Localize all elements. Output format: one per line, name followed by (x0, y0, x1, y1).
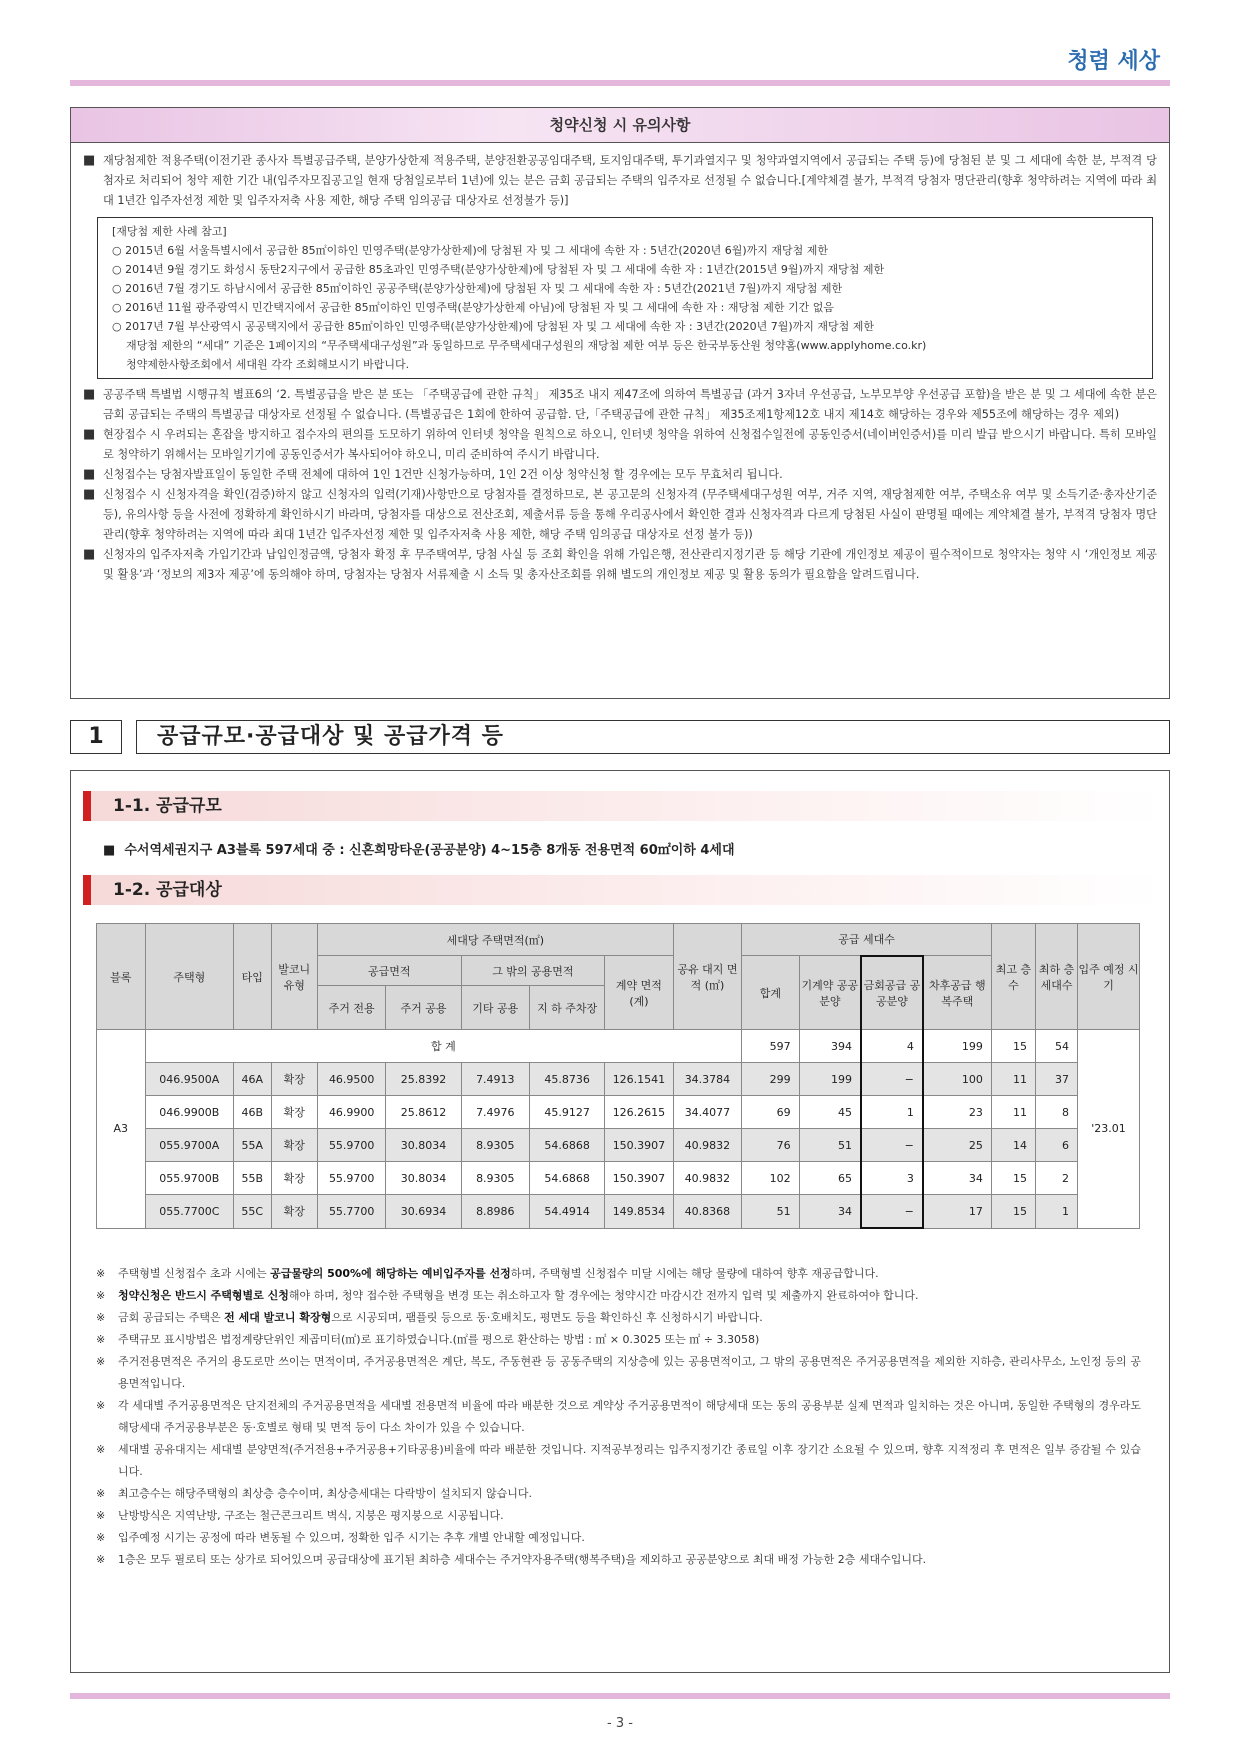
cell-lowest: 37 (1036, 1063, 1078, 1096)
cell-pre: 65 (799, 1162, 861, 1195)
cell-later: 34 (923, 1162, 992, 1195)
header-lowest-units: 최하 층 세대수 (1036, 924, 1078, 1030)
note-mark: ※ (96, 1289, 106, 1302)
note-item (96, 1439, 1141, 1483)
cell-total: 51 (742, 1195, 799, 1229)
note-text: 입주예정 시기는 공정에 따라 변동될 수 있으며, 정확한 입주 시기는 추후 개별 안내할 예정입니다. (118, 1531, 585, 1544)
cell-contract: 149.8534 (605, 1195, 674, 1229)
cell-common: 30.8034 (386, 1129, 461, 1162)
cell-land: 40.8368 (673, 1195, 742, 1229)
note-emphasis: 청약신청은 반드시 주택형별로 신청 (118, 1289, 289, 1302)
cell-lowest: 6 (1036, 1129, 1078, 1162)
cell-lowest: 2 (1036, 1162, 1078, 1195)
cell-lowest: 1 (1036, 1195, 1078, 1229)
section-heading (70, 720, 1170, 754)
sum-top: 15 (991, 1030, 1035, 1063)
top-divider (70, 80, 1170, 86)
note-text: 각 세대별 주거공용면적은 단지전체의 주거공용면적을 세대별 전용면적 비율에 따라 배분한 것으로 계약상 주거공용면적이 해당세대 또는 동의 공용부분 실제 면적과 일치하는 것은 아니며, 동일한 주택형의 경우라도 해당세대 주거공용부분은 동·호별로 형태 및 면적 등이 다소 차이가 있을 수 있습니다. (118, 1399, 1141, 1434)
cell-later: 17 (923, 1195, 992, 1229)
cell-contract: 126.2615 (605, 1096, 674, 1129)
note-mark: ※ (96, 1399, 106, 1412)
cell-top: 11 (991, 1096, 1035, 1129)
example-item: ○ 2014년 9월 경기도 화성시 동탄2지구에서 공급한 85초과인 민영주택(분양가상한제)에 당첨된 자 및 그 세대에 속한 자 : 1년간(2015년 9월)까지 재당첨 제한 (112, 263, 885, 276)
cell-later: 23 (923, 1096, 992, 1129)
cell-total: 299 (742, 1063, 799, 1096)
header-area-group: 세대당 주택면적(㎡) (317, 924, 673, 956)
sum-label: 합 계 (145, 1030, 742, 1063)
caution-text-4: 신청접수는 당첨자발표일이 동일한 주택 전체에 대하여 1인 1건만 신청가능하며, 1인 2건 이상 청약신청 할 경우에는 모두 무효처리 됩니다. (103, 468, 783, 481)
section-title: 공급규모·공급대상 및 공급가격 등 (136, 720, 1170, 754)
table-row (97, 1096, 1140, 1129)
caution-title: 청약신청 시 유의사항 (71, 108, 1169, 143)
note-mark: ※ (96, 1487, 106, 1500)
cell-typename: 55B (233, 1162, 271, 1195)
cell-other-common: 8.9305 (461, 1162, 530, 1195)
cell-parking: 45.8736 (530, 1063, 605, 1096)
note-mark: ※ (96, 1355, 106, 1368)
note-item (96, 1263, 1141, 1285)
bullet-icon: ■ (83, 153, 96, 168)
cell-other-common: 7.4976 (461, 1096, 530, 1129)
table-row (97, 1063, 1140, 1096)
header-common: 주거 공용 (386, 986, 461, 1030)
bottom-divider (70, 1693, 1170, 1699)
caution-box (70, 107, 1170, 699)
note-text: 해야 하며, 청약 접수한 주택형을 변경 또는 취소하고자 할 경우에는 청약시간 마감시간 전까지 입력 및 제출까지 완료하여야 합니다. (288, 1289, 919, 1302)
cell-typename: 46B (233, 1096, 271, 1129)
header-now: 금회공급 공공분양 (861, 956, 923, 1030)
cell-land: 34.3784 (673, 1063, 742, 1096)
cell-total: 69 (742, 1096, 799, 1129)
caution-paragraph-3 (83, 425, 1157, 465)
note-item (96, 1483, 1141, 1505)
cell-pre: 34 (799, 1195, 861, 1229)
note-item (96, 1351, 1141, 1395)
note-mark: ※ (96, 1531, 106, 1544)
bullet-icon: ■ (83, 467, 96, 482)
cell-total: 102 (742, 1162, 799, 1195)
sum-pre: 394 (799, 1030, 861, 1063)
header-type: 주택형 (145, 924, 233, 1030)
note-item (96, 1285, 1141, 1307)
caution-paragraph-1 (83, 151, 1157, 211)
bullet-icon: ■ (83, 547, 96, 562)
cell-top: 15 (991, 1195, 1035, 1229)
cell-land: 40.9832 (673, 1162, 742, 1195)
note-text: 난방방식은 지역난방, 구조는 철근콘크리트 벽식, 지붕은 평지붕으로 시공됩니다. (118, 1509, 504, 1522)
header-typename: 타입 (233, 924, 271, 1030)
cell-later: 100 (923, 1063, 992, 1096)
header-pre: 기계약 공공분양 (799, 956, 861, 1030)
note-mark: ※ (96, 1333, 106, 1346)
example-title: [재당첨 제한 사례 참고] (112, 225, 227, 238)
cell-other-common: 8.8986 (461, 1195, 530, 1229)
rewin-example-box (97, 217, 1153, 379)
cell-top: 11 (991, 1063, 1035, 1096)
bullet-icon: ■ (83, 427, 96, 442)
sum-later: 199 (923, 1030, 992, 1063)
caution-text-1: 재당첨제한 적용주택(이전기관 종사자 특별공급주택, 분양가상한제 적용주택, 분양전환공공임대주택, 토지임대주택, 투기과열지구 및 청약과열지역에서 공급되는 주택 등)에 당첨된 분 및 그 세대에 속한 분, 부적격 당첨자로 처리되어 청약 제한 기간 내(입주자모집공고일 현재 당첨일로부터 1년)에 있는 분은 금회 공급되는 주택의 입주자로 선정될 수 없습니다.[계약체결 불가, 부적격 당첨자 명단관리(향후 청약하려는 지역에 따라 최대 1년간 입주자선정 제한 및 입주자저축 사용 제한, 해당 주택 임의공급 대상자로 선정불가 등)] (103, 154, 1157, 207)
scale-description: 수서역세권지구 A3블록 597세대 중 : 신혼희망타운(공공분양) 4~15층 8개동 전용면적 60㎡이하 4세대 (124, 843, 735, 858)
cell-private: 55.9700 (317, 1129, 386, 1162)
note-text: 하며, 주택형별 신청접수 미달 시에는 해당 물량에 대하여 향후 재공급합니다. (510, 1267, 879, 1280)
note-text: 으로 시공되며, 팸플릿 등으로 동·호배치도, 평면도 등을 확인하신 후 신청하시기 바랍니다. (331, 1311, 763, 1324)
header-movein: 입주 예정 시기 (1078, 924, 1140, 1030)
movein-cell: '23.01 (1078, 1030, 1140, 1229)
header-parking: 지 하 주차장 (530, 986, 605, 1030)
caution-text-3: 현장접수 시 우려되는 혼잡을 방지하고 접수자의 편의를 도모하기 위하여 인터넷 청약을 원칙으로 하오니, 인터넷 청약을 위하여 신청접수일전에 공동인증서(네이버인증서)를 미리 발급 받으시기 바랍니다. 특히 모바일로 청약하기 위해서는 모바일기기에 공동인증서가 복사되어야 하오니, 미리 준비하여 주시기 바랍니다. (103, 428, 1157, 461)
note-item (96, 1505, 1141, 1527)
table-row (97, 1195, 1140, 1229)
header-supply-area: 공급면적 (317, 956, 461, 986)
subsection-target-title: 1-2. 공급대상 (83, 875, 1163, 905)
cell-balcony: 확장 (271, 1162, 317, 1195)
sum-lowest: 54 (1036, 1030, 1078, 1063)
table-row (97, 1129, 1140, 1162)
note-item (96, 1395, 1141, 1439)
page-number: - 3 - (607, 1716, 633, 1731)
example-item: ○ 2015년 6월 서울특별시에서 공급한 85㎡이하인 민영주택(분양가상한제)에 당첨된 자 및 그 세대에 속한 자 : 5년간(2020년 6월)까지 재당첨 제한 (112, 244, 829, 257)
cell-balcony: 확장 (271, 1195, 317, 1229)
header-other-area: 그 밖의 공용면적 (461, 956, 605, 986)
cell-contract: 126.1541 (605, 1063, 674, 1096)
header-later: 차후공급 행복주택 (923, 956, 992, 1030)
cell-contract: 150.3907 (605, 1162, 674, 1195)
supply-box (70, 770, 1170, 1673)
caution-paragraph-5 (83, 485, 1157, 545)
note-text: 주택규모 표시방법은 법정계량단위인 제곱미터(㎡)로 표기하였습니다.(㎡를 평으로 환산하는 방법 : ㎡ × 0.3025 또는 ㎡ ÷ 3.3058) (118, 1333, 760, 1346)
cell-private: 46.9900 (317, 1096, 386, 1129)
note-emphasis: 전 세대 발코니 확장형 (224, 1311, 332, 1324)
bullet-icon: ■ (83, 387, 96, 402)
note-item (96, 1549, 1141, 1571)
note-text: 세대별 공유대지는 세대별 분양면적(주거전용+주거공용+기타공용)비율에 따라 배분한 것입니다. 지적공부정리는 입주지정기간 종료일 이후 장기간 소요될 수 있으며, 향후 지적정리 후 면적은 일부 증감될 수 있습니다. (118, 1443, 1141, 1478)
note-item (96, 1527, 1141, 1549)
cell-top: 14 (991, 1129, 1035, 1162)
logo (1067, 44, 1160, 75)
sum-total: 597 (742, 1030, 799, 1063)
cell-typename: 55A (233, 1129, 271, 1162)
scale-text: ■ 수서역세권지구 A3블록 597세대 중 : 신혼희망타운(공공분양) 4~15층 8개동 전용면적 60㎡이하 4세대 (103, 843, 735, 858)
note-text: 최고층수는 해당주택형의 최상층 층수이며, 최상층세대는 다락방이 설치되지 않습니다. (118, 1487, 533, 1500)
cell-pre: 199 (799, 1063, 861, 1096)
cell-pre: 51 (799, 1129, 861, 1162)
cell-balcony: 확장 (271, 1096, 317, 1129)
note-item (96, 1307, 1141, 1329)
cell-balcony: 확장 (271, 1129, 317, 1162)
cell-private: 55.9700 (317, 1162, 386, 1195)
header-land: 공유 대지 면적 (㎡) (673, 924, 742, 1030)
cell-land: 40.9832 (673, 1129, 742, 1162)
header-total: 합계 (742, 956, 799, 1030)
cell-later: 25 (923, 1129, 992, 1162)
cell-balcony: 확장 (271, 1063, 317, 1096)
caution-paragraph-4 (83, 465, 1157, 485)
bullet-icon: ■ (83, 487, 96, 502)
cell-now: 1 (861, 1096, 923, 1129)
header-units-group: 공급 세대수 (742, 924, 992, 956)
supply-table (96, 923, 1140, 1229)
sum-now: 4 (861, 1030, 923, 1063)
cell-other-common: 7.4913 (461, 1063, 530, 1096)
cell-now: 3 (861, 1162, 923, 1195)
cell-contract: 150.3907 (605, 1129, 674, 1162)
header-other-common: 기타 공용 (461, 986, 530, 1030)
cell-type: 055.7700C (145, 1195, 233, 1229)
subsection-scale-title: 1-1. 공급규모 (83, 791, 1163, 821)
cell-common: 25.8612 (386, 1096, 461, 1129)
note-mark: ※ (96, 1443, 106, 1456)
example-note: 재당첨 제한의 “세대” 기준은 1페이지의 “무주택세대구성원”과 동일하므로 무주택세대구성원의 재당첨 제한 여부 등은 한국부동산원 청약홈(www.applyhome.co.kr) (126, 339, 927, 352)
caution-text-5: 신청접수 시 신청자격을 확인(검증)하지 않고 신청자의 입력(기재)사항만으로 당첨자를 결정하므로, 본 공고문의 신청자격 (무주택세대구성원 여부, 거주 지역, 재당첨제한 여부, 주택소유 여부 및 소득기준·총자산기준 등), 유의사항 등을 사전에 정확하게 확인하시기 바라며, 당첨자를 대상으로 전산조회, 제출서류 등을 통해 우리공사에서 확인한 결과 신청자격과 다르게 당첨된 사실이 판명될 때에는 계약체결 불가, 부적격 당첨자 명단관리(향후 청약하려는 지역에 따라 최대 1년간 입주자선정 제한 및 입주자저축 사용 제한, 해당 주택 임의공급 대상자로 선정 불가 등)) (103, 488, 1157, 541)
example-item: ○ 2017년 7월 부산광역시 공공택지에서 공급한 85㎡이하인 민영주택(분양가상한제)에 당첨된 자 및 그 세대에 속한 자 : 3년간(2020년 7월)까지 재당첨 제한 (112, 320, 875, 333)
header-block: 블록 (97, 924, 146, 1030)
note-mark: ※ (96, 1553, 106, 1566)
cell-typename: 55C (233, 1195, 271, 1229)
note-text: 주택형별 신청접수 초과 시에는 (118, 1267, 271, 1280)
example-item: ○ 2016년 11월 광주광역시 민간택지에서 공급한 85㎡이하인 민영주택(분양가상한제 아님)에 당첨된 자 및 그 세대에 속한 자 : 재당첨 제한 기간 없음 (112, 301, 834, 314)
caution-text-6: 신청자의 입주자저축 가입기간과 납입인정금액, 당첨자 확정 후 무주택여부, 당첨 사실 등 조회 확인을 위해 가입은행, 전산관리지정기관 등 해당 기관에 개인정보 제공이 필수적이므로 청약자는 청약 시 ‘개인정보 제공 및 활용’과 ‘정보의 제3자 제공’에 동의해야 하며, 당첨자는 당첨자 서류제출 시 소득 및 총자산조회를 위해 별도의 개인정보 제공 및 활용 동의가 필요함을 알려드립니다. (103, 548, 1157, 581)
caution-paragraph-2 (83, 385, 1157, 425)
header-top-floor: 최고 층수 (991, 924, 1035, 1030)
example-note: 청약제한사항조회에서 세대원 각각 조회해보시기 바랍니다. (126, 358, 410, 371)
cell-type: 055.9700B (145, 1162, 233, 1195)
cell-pre: 45 (799, 1096, 861, 1129)
notes-list (96, 1263, 1141, 1571)
header-balcony: 발코니 유형 (271, 924, 317, 1030)
cell-now: − (861, 1129, 923, 1162)
cell-type: 055.9700A (145, 1129, 233, 1162)
cell-parking: 54.6868 (530, 1129, 605, 1162)
note-mark: ※ (96, 1267, 106, 1280)
note-item (96, 1329, 1141, 1351)
header-private: 주거 전용 (317, 986, 386, 1030)
cell-land: 34.4077 (673, 1096, 742, 1129)
caution-text-2: 공공주택 특별법 시행규칙 별표6의 ‘2. 특별공급을 받은 분 또는 「주택공급에 관한 규칙」 제35조 내지 제47조에 의하여 특별공급 (과거 3자녀 우선공급, 노부모부양 우선공급 포함)을 받은 분 및 그 세대에 속한 분은 금회 공급되는 주택의 특별공급 대상자로 선정될 수 없습니다. (특별공급은 1회에 한하여 공급함. 단,「주택공급에 관한 규칙」 제35조제1항제12호 내지 제14호 해당하는 경우와 제55조에 해당하는 경우 제외) (103, 388, 1157, 421)
cell-total: 76 (742, 1129, 799, 1162)
cell-common: 30.8034 (386, 1162, 461, 1195)
cell-now: − (861, 1063, 923, 1096)
cell-private: 55.7700 (317, 1195, 386, 1229)
cell-now: − (861, 1195, 923, 1229)
cell-private: 46.9500 (317, 1063, 386, 1096)
header-contract: 계약 면적 (계) (605, 956, 674, 1030)
cell-top: 15 (991, 1162, 1035, 1195)
cell-parking: 45.9127 (530, 1096, 605, 1129)
note-mark: ※ (96, 1509, 106, 1522)
cell-type: 046.9900B (145, 1096, 233, 1129)
block-cell: A3 (97, 1030, 146, 1229)
note-text: 1층은 모두 필로티 또는 상가로 되어있으며 공급대상에 표기된 최하층 세대수는 주거약자용주택(행복주택)을 제외하고 공공분양으로 최대 배정 가능한 2층 세대수입니다. (118, 1553, 927, 1566)
cell-common: 25.8392 (386, 1063, 461, 1096)
cell-lowest: 8 (1036, 1096, 1078, 1129)
caution-paragraph-6 (83, 545, 1157, 585)
example-item: ○ 2016년 7월 경기도 하남시에서 공급한 85㎡이하인 공공주택(분양가상한제)에 당첨된 자 및 그 세대에 속한 자 : 5년간(2021년 7월)까지 재당첨 제한 (112, 282, 843, 295)
note-emphasis: 공급물량의 500%에 해당하는 예비입주자를 선정 (270, 1267, 511, 1280)
cell-common: 30.6934 (386, 1195, 461, 1229)
sum-row (97, 1030, 1140, 1063)
table-row (97, 1162, 1140, 1195)
logo-text: 청렴 세상 (1067, 49, 1160, 74)
cell-typename: 46A (233, 1063, 271, 1096)
note-text: 금회 공급되는 주택은 (118, 1311, 225, 1324)
cell-parking: 54.6868 (530, 1162, 605, 1195)
note-mark: ※ (96, 1311, 106, 1324)
cell-type: 046.9500A (145, 1063, 233, 1096)
cell-other-common: 8.9305 (461, 1129, 530, 1162)
note-text: 주거전용면적은 주거의 용도로만 쓰이는 면적이며, 주거공용면적은 계단, 복도, 주동현관 등 공동주택의 지상층에 있는 공용면적이고, 그 밖의 공용면적은 주거공용면적을 제외한 지하층, 관리사무소, 노인정 등의 공용면적입니다. (118, 1355, 1141, 1390)
cell-parking: 54.4914 (530, 1195, 605, 1229)
section-number: 1 (70, 720, 122, 754)
